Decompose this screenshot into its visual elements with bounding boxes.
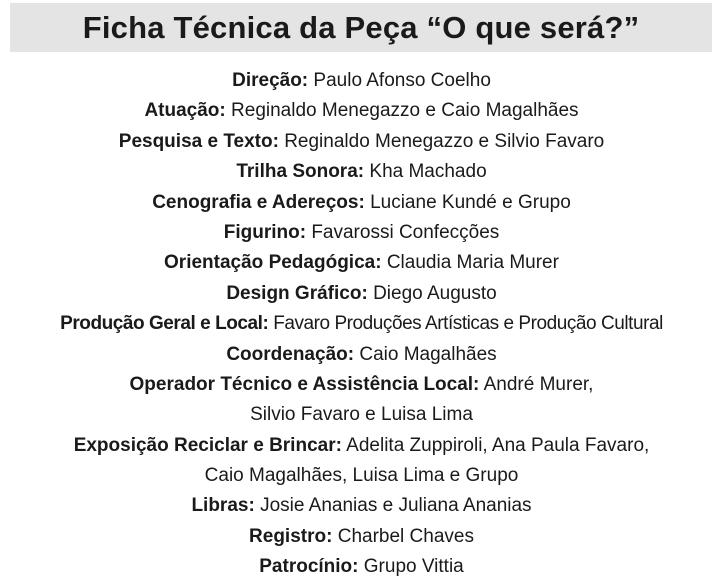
credit-label: Trilha Sonora: — [236, 161, 365, 183]
credit-label: Cenografia e Adereços: — [152, 191, 365, 213]
credit-label: Direção: — [232, 70, 309, 91]
credit-line-orientacao — [0, 248, 723, 278]
credit-value: Favarossi Confecções — [311, 221, 500, 243]
credit-value: Josie Ananias e Juliana Ananias — [260, 495, 532, 517]
credit-value: Diego Augusto — [373, 282, 497, 304]
credit-line-registro — [0, 522, 723, 552]
credit-line-operador — [0, 370, 723, 400]
credit-label: Design Gráfico: — [226, 282, 368, 304]
credit-value: Reginaldo Menegazzo e Caio Magalhães — [231, 100, 579, 122]
credits-list — [0, 66, 723, 583]
credit-label: Pesquisa e Texto: — [118, 130, 279, 152]
credit-line-operador-continuation — [0, 400, 723, 430]
credit-label: Figurino: — [223, 221, 307, 243]
credit-value: Adelita Zuppiroli, Ana Paula Favaro, — [346, 434, 650, 456]
credit-value: Paulo Afonso Coelho — [313, 70, 491, 91]
credit-line-pesquisa-texto — [0, 127, 723, 157]
credit-value: Kha Machado — [369, 161, 487, 183]
credit-label: Orientação Pedagógica: — [164, 252, 382, 274]
credit-value: Favaro Produções Artísticas e Produção Cultural — [273, 313, 663, 335]
credit-label: Produção Geral e Local: — [60, 313, 269, 335]
credit-value-continuation: Silvio Favaro e Luisa Lima — [250, 404, 473, 426]
page-title: Ficha Técnica da Peça “O que será?” — [82, 10, 640, 45]
credit-label: Coordenação: — [226, 343, 355, 365]
credit-line-figurino — [0, 218, 723, 248]
credit-line-patrocinio — [0, 552, 723, 582]
credit-label: Operador Técnico e Assistência Local: — [129, 373, 480, 395]
credit-value: André Murer, — [483, 373, 594, 395]
credit-label: Atuação: — [144, 100, 226, 122]
credit-value: Charbel Chaves — [337, 525, 474, 547]
credit-value: Luciane Kundé e Grupo — [370, 191, 571, 213]
credit-line-atuacao — [0, 96, 723, 126]
credit-label: Patrocínio: — [259, 556, 359, 578]
credit-line-exposicao — [0, 431, 723, 461]
credit-line-producao — [0, 309, 723, 339]
credit-label: Exposição Reciclar e Brincar: — [73, 434, 342, 456]
credit-line-coordenacao — [0, 340, 723, 370]
credit-line-direcao — [0, 66, 723, 96]
credit-value: Reginaldo Menegazzo e Silvio Favaro — [284, 130, 605, 152]
credit-label: Libras: — [191, 495, 255, 517]
credit-value-continuation: Caio Magalhães, Luisa Lima e Grupo — [204, 465, 519, 487]
credit-value: Caio Magalhães — [359, 343, 497, 365]
credit-line-cenografia — [0, 188, 723, 218]
credit-line-libras — [0, 491, 723, 521]
credit-line-trilha-sonora — [0, 157, 723, 187]
credit-value: Claudia Maria Murer — [386, 252, 559, 274]
credit-value: Grupo Vittia — [363, 556, 464, 578]
credit-line-exposicao-continuation — [0, 461, 723, 491]
credit-label: Registro: — [249, 525, 333, 547]
credit-line-design — [0, 279, 723, 309]
